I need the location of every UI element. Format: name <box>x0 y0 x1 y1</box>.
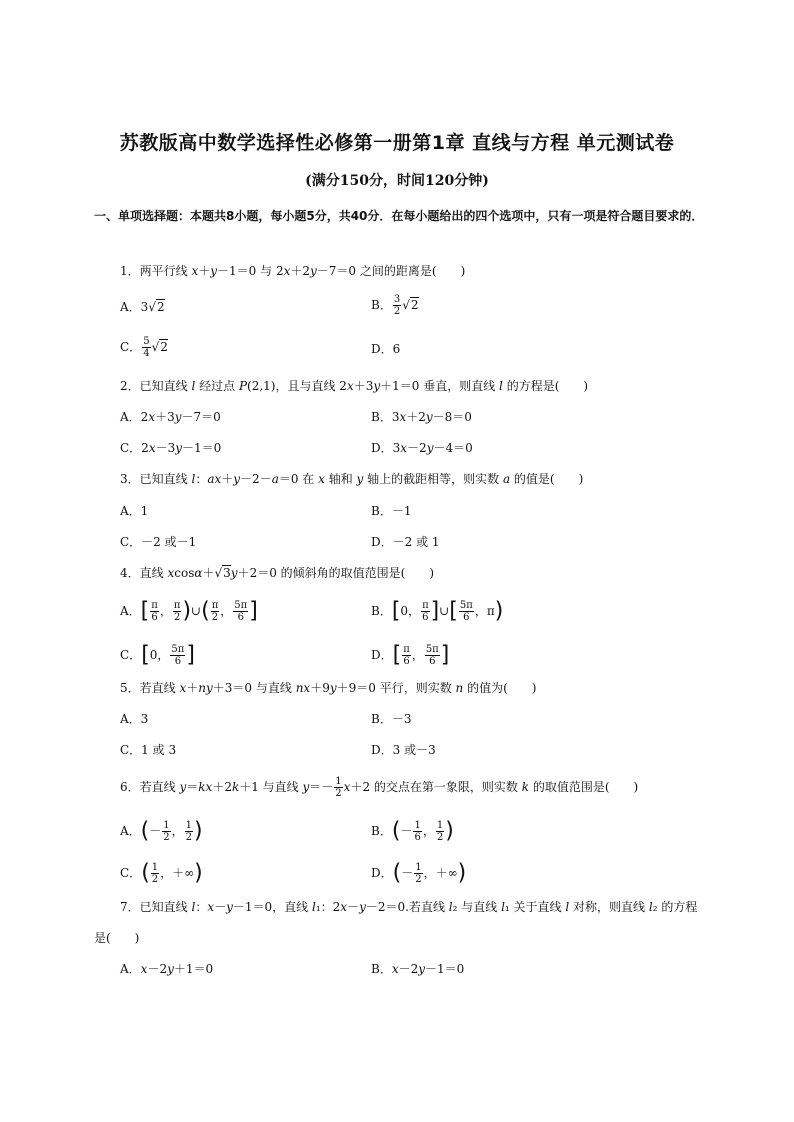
q2-option-b[interactable]: B．3x＋2y－8＝0 <box>371 410 472 424</box>
q4-option-d[interactable]: D．[ $\frac{\pi}{6}$ ， $\frac{5\pi}{6}$ ] <box>371 642 450 668</box>
question-7: 7．已知直线 l：x－y－1＝0，直线 l₁：2x－y－2＝0.若直线 l₂ 与直线 l₁ 关于直线 l 对称，则直线 l₂ 的方程 <box>120 900 698 914</box>
q1-option-c[interactable]: C． $\frac{5}{4}$ √2 <box>120 336 168 359</box>
question-6: 6．若直线 y＝kx＋2k＋1 与直线 y＝－ $\frac{1}{2}$ x＋2 的交点在第一象限，则实数 k 的取值范围是( ) <box>120 776 639 799</box>
q4-option-b[interactable]: B．[0， $\frac{\pi}{6}$ ]∪[ $\frac{5\pi}{6}$ ，π) <box>371 598 504 624</box>
question-3: 3．已知直线 l：ax＋y－2－a＝0 在 x 轴和 y 轴上的截距相等，则实数 a 的值是( ) <box>120 472 584 486</box>
question-5: 5．若直线 x＋ny＋3＝0 与直线 nx＋9y＋9＝0 平行，则实数 n 的值为( ) <box>120 681 537 695</box>
q3-option-a[interactable]: A．1 <box>120 504 149 518</box>
section-heading: 一、单项选择题：本题共8小题，每小题5分，共40分．在每小题给出的四个选项中，只有一项是符合题目要求的． <box>94 209 704 223</box>
page-title: 苏教版高中数学选择性必修第一册第1章 直线与方程 单元测试卷 <box>119 132 675 154</box>
question-4: 4．直线 xcosα＋√3y＋2＝0 的倾斜角的取值范围是( ) <box>120 566 435 580</box>
q6-option-c[interactable]: C．( $\frac{1}{2}$ ，＋∞) <box>120 860 203 886</box>
q6-option-b[interactable]: B．(－ $\frac{1}{6}$ ， $\frac{1}{2}$ ) <box>371 818 454 844</box>
q3-option-d[interactable]: D．－2 或 1 <box>371 535 440 549</box>
q1-number: 1． <box>120 264 140 278</box>
page-subtitle: (满分150分，时间120分钟) <box>305 173 489 189</box>
question-7-continued: 是( ) <box>94 931 140 945</box>
q1-option-b[interactable]: B． $\frac{3}{2}$ √2 <box>371 294 419 317</box>
q7-option-b[interactable]: B．x－2y－1＝0 <box>371 962 465 976</box>
q3-option-c[interactable]: C．－2 或－1 <box>120 535 197 549</box>
q2-option-d[interactable]: D．3x－2y－4＝0 <box>371 441 473 455</box>
question-1: 1．两平行线 x＋y－1＝0 与 2x＋2y－7＝0 之间的距离是( ) <box>120 264 466 278</box>
q5-option-a[interactable]: A．3 <box>120 712 149 726</box>
q3-option-b[interactable]: B．－1 <box>371 504 412 518</box>
q5-option-c[interactable]: C．1 或 3 <box>120 743 177 757</box>
q5-option-b[interactable]: B．－3 <box>371 712 412 726</box>
q4-option-a[interactable]: A．[ $\frac{\pi}{6}$ ， $\frac{\pi}{2}$ )∪( $\frac{\pi}{2}$ ， $\frac{5\pi}{6}$ ] <box>120 598 258 624</box>
q4-option-c[interactable]: C．[0， $\frac{5\pi}{6}$ ] <box>120 642 195 668</box>
q2-option-a[interactable]: A．2x＋3y－7＝0 <box>120 410 221 424</box>
question-2: 2．已知直线 l 经过点 P(2,1)，且与直线 2x＋3y＋1＝0 垂直，则直线 l 的方程是( ) <box>120 379 589 393</box>
q6-option-a[interactable]: A．(－ $\frac{1}{2}$ ， $\frac{1}{2}$ ) <box>120 818 203 844</box>
q1-option-d[interactable]: D．6 <box>371 342 401 356</box>
q7-option-a[interactable]: A．x－2y＋1＝0 <box>120 962 214 976</box>
q6-option-d[interactable]: D．(－ $\frac{1}{2}$ ，＋∞) <box>371 860 467 886</box>
q1-option-a[interactable]: A．3√2 <box>120 300 165 314</box>
q2-option-c[interactable]: C．2x－3y－1＝0 <box>120 441 222 455</box>
q5-option-d[interactable]: D．3 或－3 <box>371 743 436 757</box>
